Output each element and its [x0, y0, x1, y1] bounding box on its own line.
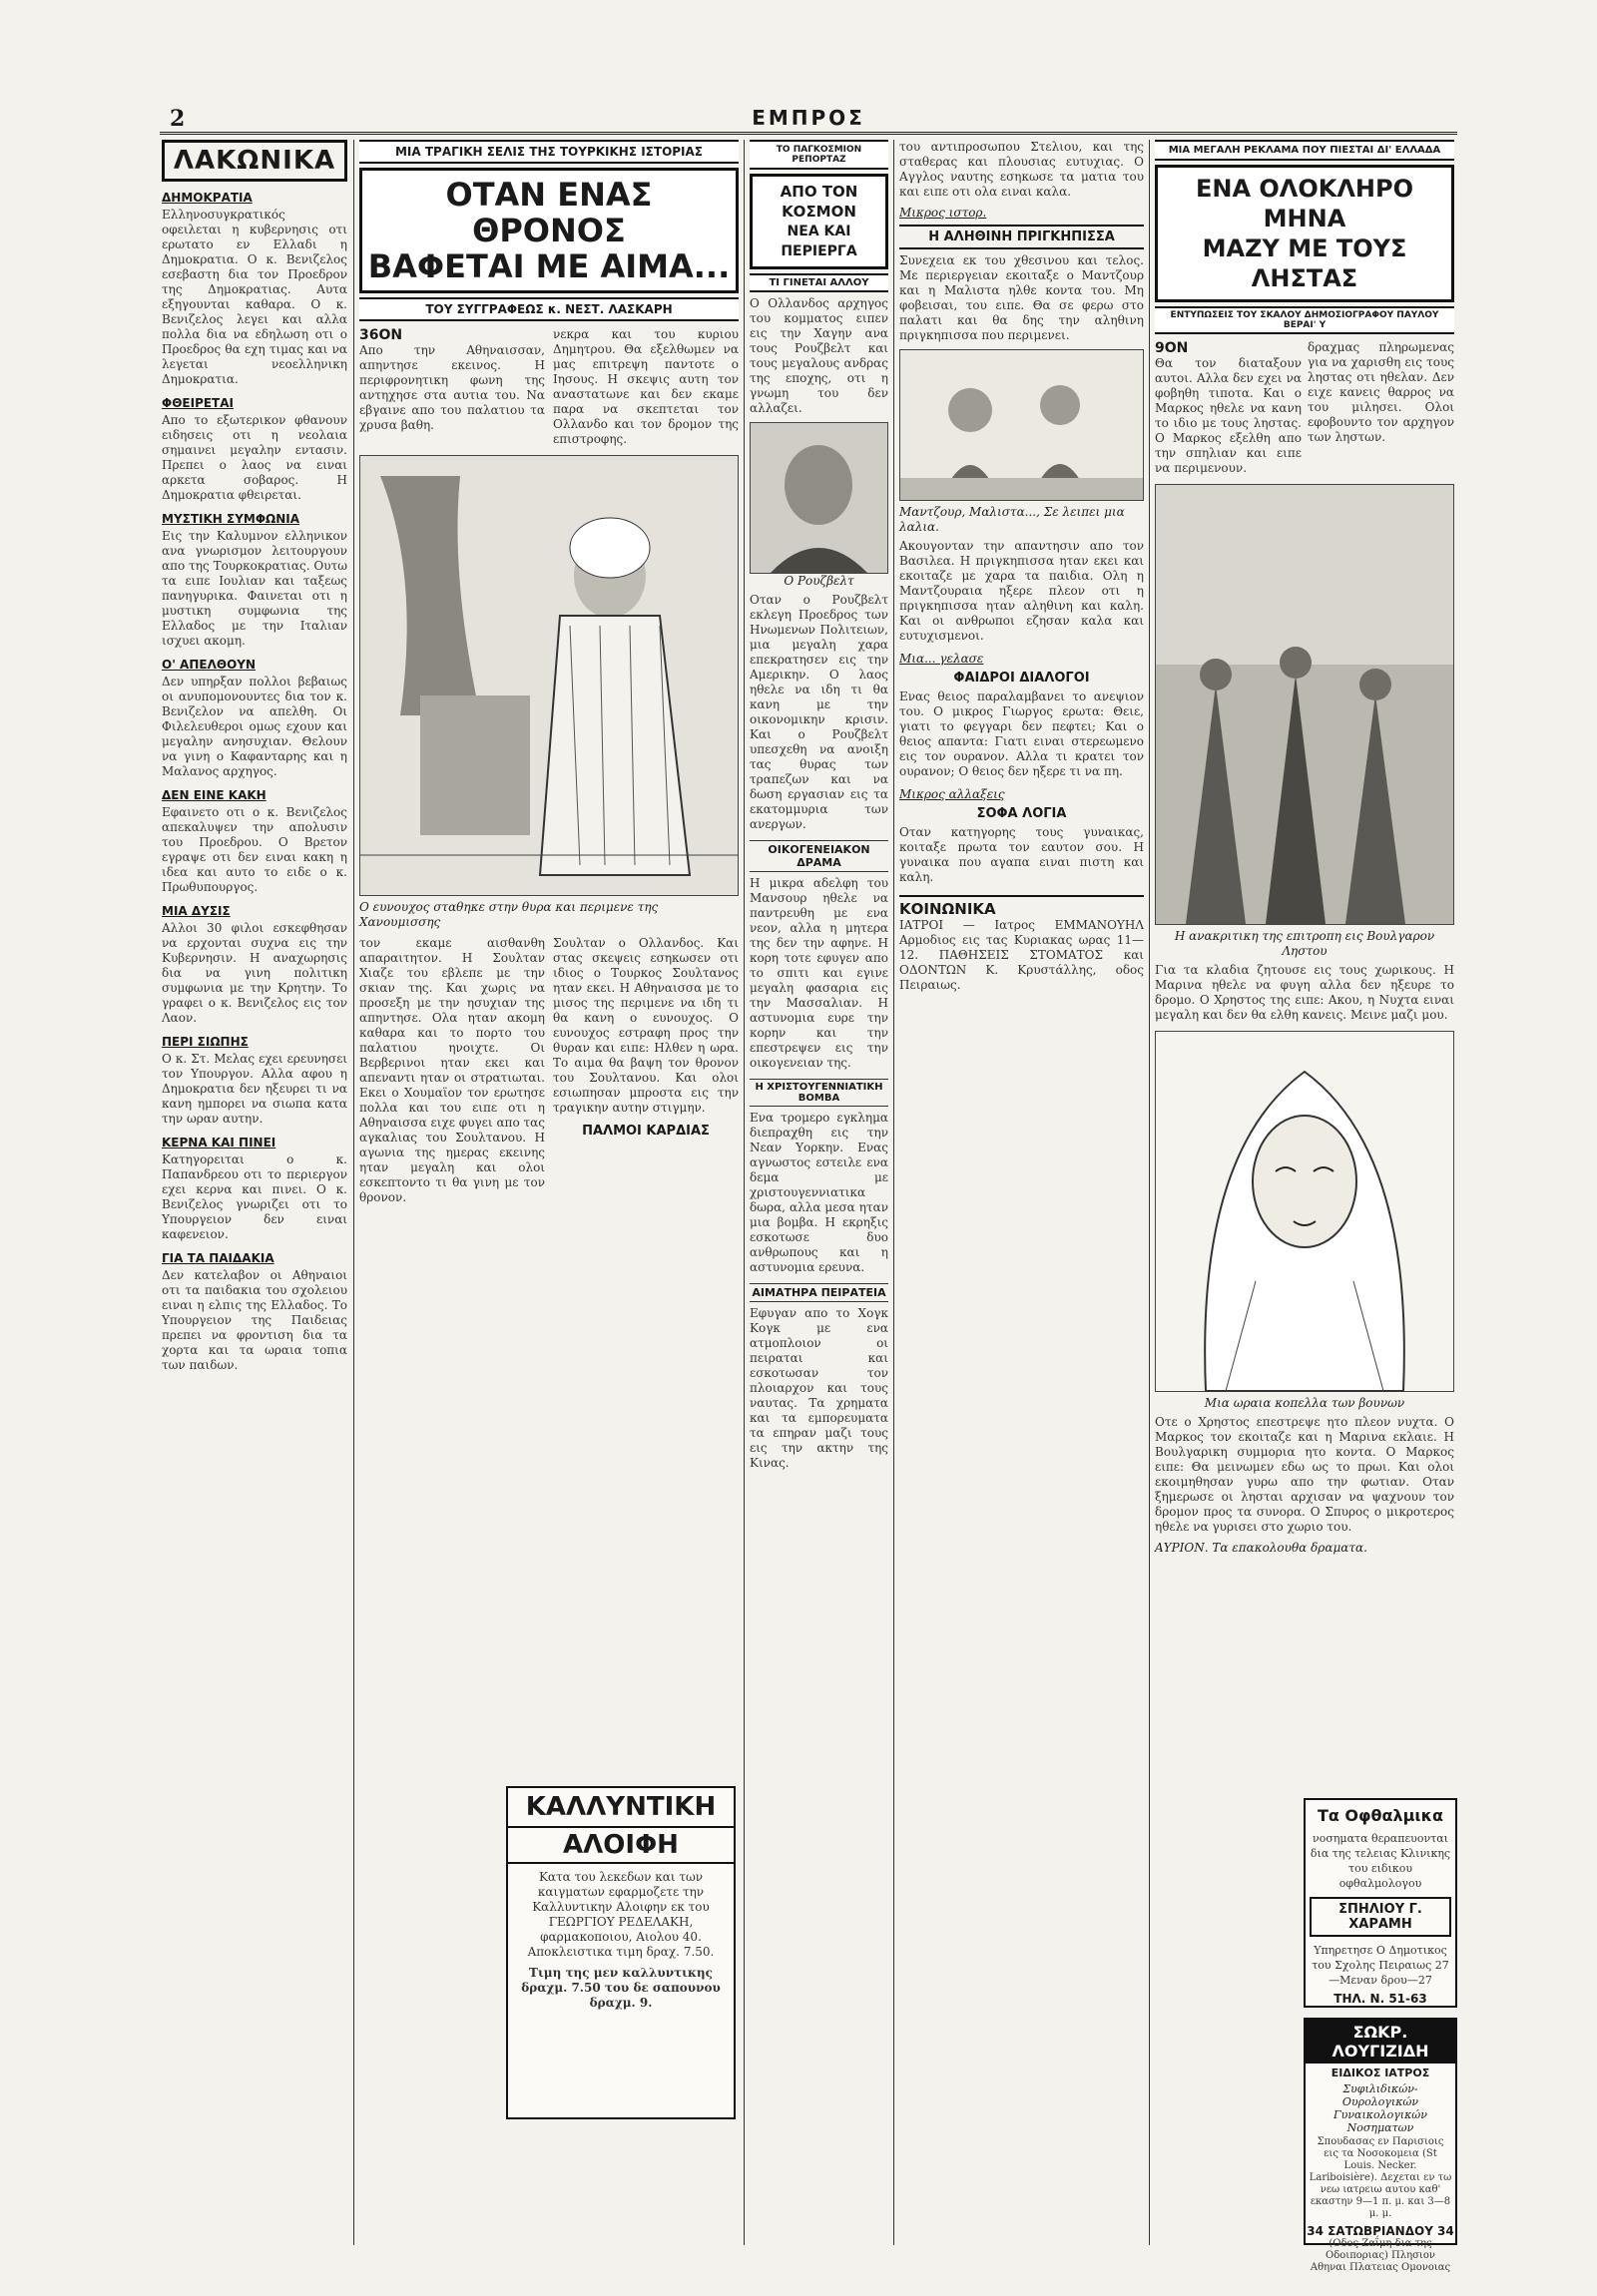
- column-rule: [893, 140, 894, 2245]
- photo-caption: Η ανακριτικη της επιτροπη εις Βουλγαρον Ληστου: [1174, 929, 1435, 958]
- lakonika-item-text: Ελληνοσυγκρατικός οφειλεται η κυβερνησις οτι ερωτατο εν Ελλαδι η Δημοκρατια. Ο κ. Βενιζελος εσεβαστη δια τον Προεδρον της Δημοκρατιας. Αυτα εξηγουνται καθαρα. Ο κ. Βενιζελος λεγει και αλλα πολλα δια να εδηλωση οτι ο Προεδρος θα εχη τιμας και να λεγεται νεοελληνικη Δημοκρατια.: [162, 208, 351, 386]
- lakonika-item-text: Δεν κατελαβον οι Αθηναιοι οτι τα παιδακια του σχολειου ειναι η ελπις της Ελλαδος. Το Υπουργειον της Παιδειας πρεπει να φροντιση δια τα χορτα και τα ωραια τοπια των παιδων.: [162, 1268, 351, 1372]
- story-intro-left: Απο την Αθηναισσαν, απηντησε εκεινος. Η περιφρονητικη φωνη της αντηχησε στα αυτια του. Να εβγαινε απο του παλατιου τα χρυσα βαθη.: [359, 343, 549, 432]
- story-body-right: Σουλταν ο Ολλανδος. Και στας σκεψεις εσηκωσεν οτι ιδιος ο Τουρκος Σουλτανος ηταν εκει. Η Αθηναισσα με το μισος της περιμενε να ιδη τι θα κανη ο ευνουχος. Ο ευνουχος εστραφη προς την θυραν και ειπε: Ηλθεν η ωρα. Το αιμα θα βαψη τον θρονον του Σουλτανου. Και ολοι εσιωπησαν μπροστα εις την τραγικην αυτην στιγμην.: [553, 936, 743, 1115]
- lakonika-item-heading: ΚΕΡΝΑ ΚΑΙ ΠΙΝΕΙ: [162, 1136, 276, 1149]
- world-body-a: Οταν ο Ρουζβελτ εκλεγη Προεδρος των Ηνωμενων Πολιτειων, μια μεγαλη χαρα επεκρατησεν εις την Αμερικην. Ο λαος ηθελε να ιδη τι θα κανη με την οικονομικην κρισιν. Και ο Ρουζβελτ υπεσχεθη να ανοιξη τας θυρας των τραπεζων και να δωση εργασιαν εις τα εκατομμυρια των ανεργων.: [750, 593, 892, 831]
- story-kicker: ΤΟ ΠΑΓΚΟΣΜΙΟΝ ΡΕΠΟΡΤΑΖ: [750, 140, 888, 170]
- illustration-caption: Ο ευνουχος σταθηκε στην θυρα και περιμενε της Χανουμισσης: [359, 900, 659, 929]
- world-body-c: Ενα τρομερο εγκλημα διεπραχθη εις την Νεαν Υορκην. Ενας αγνωστος εστειλε ενα δεμα με χριστουγεννιατικα δωρα, αλλα μεσα ηταν μια βομβα. Η εκρηξις εσκοτωσε δυο ανθρωπους και η αστυνομια ερευνα.: [750, 1111, 892, 1274]
- column-rule: [1149, 140, 1150, 2245]
- column-rule: [353, 140, 354, 2245]
- subhead-wise-words: ΣΟΦΑ ΛΟΓΙΑ: [976, 806, 1067, 821]
- portrait-caption: Ο Ρουζβελτ: [784, 574, 854, 588]
- lakonika-column: [162, 140, 351, 2245]
- ad-specialty: Συφιλιδικών-Ουρολογικών Γυναικολογικών Νοσηματων: [1333, 2082, 1427, 2134]
- byline: ΕΝΤΥΠΩΣΕΙΣ ΤΟΥ ΣΚΑΛΟΥ ΔΗΜΟΣΙΟΓΡΑΦΟΥ ΠΑΥΛΟΥ ΒΕΡΑΙ' Υ: [1155, 306, 1454, 334]
- ad-address-note: (Οδος Ζαΐμη δια της Οδοιποριας) Πλησιον Αθηναι Πλατειας Ομονοιας: [1310, 2238, 1451, 2273]
- world-body-b: Η μικρα αδελφη του Μανσουρ ηθελε να παντρευθη με ενα νεον, αλλα η μητερα της δεν την αφηνε. Η κορη τοτε εφυγεν απο το σπιτι και εγινε μεγαλη φασαρια εις την Μασσαλιαν. Η αστυνομια ευρε την κορην και την επεστρεψεν εις την οικογενειαν της.: [750, 876, 892, 1070]
- headline-line-1: ΕΝΑ ΟΛΟΚΛΗΡΟ ΜΗΝΑ: [1195, 175, 1414, 232]
- column-rule: [744, 140, 745, 2245]
- eye-clinic-ad: [1304, 1798, 1457, 2008]
- headline-box: [750, 174, 888, 269]
- ad-address: 34 ΣΑΤΩΒΡΙΑΝΔΟΥ 34: [1307, 2224, 1454, 2238]
- headline-line-1: ΑΠΟ ΤΟΝ ΚΟΣΜΟΝ: [780, 183, 858, 221]
- ad-title-1: ΚΑΛΛΥΝΤΙΚΗ: [508, 1788, 734, 1828]
- subhead-dialogues: ΦΑΙΔΡΟΙ ΔΙΑΛΟΓΟΙ: [953, 671, 1090, 686]
- newspaper-title: ΕΜΠΡΟΣ: [752, 106, 865, 130]
- page-number: 2: [170, 106, 186, 132]
- lakonika-item-heading: ΔΗΜΟΚΡΑΤΙΑ: [162, 191, 253, 205]
- ad-footer: Τιμη της μεν καλλυντικης δραχμ. 7.50 του δε σαπουνου δραχμ. 9.: [521, 1966, 725, 2010]
- ad-address: Υπηρετησε Ο Δημοτικος του Σχολης Πειραιως 27—Μεναν δρου—27: [1312, 1944, 1451, 1987]
- lakonika-item-text: Αλλοι 30 φιλοι εσκεφθησαν να ερχονται συχνα εις την Κυβερνησιν. Η αναχωρησις δια να γινη πολιτικη συμφωνια με την Κρητην. Το γραφει ο κ. Βενιζελος εις τον Λαον.: [162, 921, 351, 1025]
- episode-number: 9ΟΝ: [1155, 340, 1189, 356]
- lakonika-item-text: Ο κ. Στ. Μελας εχει ερευνησει τον Υπουργον. Αλλα αφου η Δημοκρατια δεν ηξευρει τι να κανη ημπορει να σιωπα κατα την ωραν αυτην.: [162, 1052, 351, 1126]
- byline: ΤΙ ΓΙΝΕΤΑΙ ΑΛΛΟΥ: [750, 273, 888, 292]
- ad-doctor-name: ΣΩΚΡ. ΛΟΥΓΙΖΙΔΗ: [1306, 2020, 1455, 2064]
- byline: ΤΟΥ ΣΥΓΓΡΑΦΕΩΣ κ. ΝΕΣΤ. ΛΑΣΚΑΡΗ: [359, 297, 739, 321]
- lakonika-item-heading: ΔΕΝ ΕΙΝΕ ΚΑΚΗ: [162, 788, 266, 802]
- ad-doctor-title: ΕΙΔΙΚΟΣ ΙΑΤΡΟΣ: [1331, 2066, 1430, 2079]
- headline-line-1: ΟΤΑΝ ΕΝΑΣ ΘΡΟΝΟΣ: [445, 176, 653, 249]
- headline-line-2: ΒΑΦΕΤΑΙ ΜΕ ΑΙΜΑ...: [367, 247, 731, 285]
- stories-column: [899, 140, 1148, 2245]
- lakonika-item-heading: ΜΙΑ ΔΥΣΙΣ: [162, 904, 231, 918]
- headline-box: [1155, 165, 1454, 302]
- illustration-caption: Μια ωραια κοπελλα των βουνων: [1204, 1396, 1405, 1410]
- roosevelt-portrait: [750, 422, 888, 574]
- doctor-ad: [1304, 2018, 1457, 2273]
- subhead-piracy: ΑΙΜΑΤΗΡΑ ΠΕΙΡΑΤΕΙΑ: [750, 1283, 888, 1302]
- princess-body-a: Συνεχεια εκ του χθεσινου και τελος. Με περιεργειαν εκοιταξε ο Μαντζουρ και η Μαλιστα ηλθε κοντα του. Μη φοβεισαι, του ειπε. Θα σε φερω στο παλατι και θα δης την αληθινη πριγκηπισσα που περιμενει.: [899, 253, 1148, 342]
- lakonika-item-heading: ΠΕΡΙ ΣΙΩΠΗΣ: [162, 1035, 249, 1049]
- story-title-princess: Η ΑΛΗΘΙΝΗ ΠΡΙΓΚΗΠΙΣΣΑ: [899, 225, 1144, 249]
- lakonika-item-text: Εφαινετο οτι ο κ. Βενιζελος απεκαλυψεν την απολυσιν του Προεδρου. Ο Βρετον εγραψε οτι δεν ειναι κακη η ιδεα και αυτο το ειδε ο κ. Πρωθυπουργος.: [162, 805, 351, 894]
- ad-body: Σπουδασας εν Παρισιοις εις τα Νοσοκομεια (St Louis. Necker. Lariboisière). Δεχεται εν τω νεω ιατρειω αυτου καθ' εκαστην 9—1 π. μ. και 3—8 μ. μ.: [1309, 2136, 1455, 2219]
- world-intro: Ο Ολλανδος αρχηγος του κομματος ειπεν εις την Χαγην ανα τους Ρουζβελτ και τους μεγαλους ανδρας της εποχης, οτι η γνωμη του δεν αλλαζει.: [750, 296, 892, 415]
- bandits-body-a: Για τα κλαδια ζητουσε εις τους χωρικους. Η Μαρινα ηθελε να φυγη αλλα δεν ηξευρε το δρομο. Ο Χρηστος της ειπε: Ακου, η Νυχτα ειναι μεγαλη και δεν θα ελθη κανεις. Μεινε μαζι μου.: [1155, 963, 1458, 1022]
- lakonika-item-text: Δεν υπηρξαν πολλοι βεβαιως οι ανυπομονουντες δια τον κ. Βενιζελον να απελθη. Οι Φιλελευθεροι ομως εχουν και μεγαλην ανησυχιαν. Θελουν να γινη ο Καφανταρης και η Μαλανος αρχηγος.: [162, 675, 351, 778]
- continued-tomorrow: ΑΥΡΙΟΝ. Τα επακολουθα δραματα.: [1155, 1541, 1367, 1555]
- princess-body-b: Ακουγονταν την απαντησιν απο τον Βασιλεα. Η πριγκηπισσα ηταν εκει και εκοιταζε με χαρα τα παιδια. Ολη η Μαντζουραια ηξερε πλεον οτι η πριγκηπισσα ηταν αληθινη και καλη. Και οι ανθρωποι εζησαν καλα και ευτυχισμενοι.: [899, 539, 1148, 643]
- lakonika-item-heading: Ο' ΑΠΕΛΘΟΥΝ: [162, 658, 257, 672]
- column-intro: του αντιπροσωπου Στελιου, και της σταθερας και πλουσιας ευτυχιας. Ο Αγγλος ναυτης εσηκωσε τα ματια του και ειπε οτι ολα ειναι καλα.: [899, 140, 1148, 199]
- wise-words-body: Οταν κατηγορης τους γυναικας, κοιταξε πρωτα τον εαυτον σου. Η γυναικα που αγαπα ειναι πιστη και καλη.: [899, 825, 1148, 884]
- section-label: Μικρος ιστορ.: [899, 206, 987, 220]
- section-label: Μια... γελασε: [899, 652, 984, 666]
- story-intro-right: νεκρα και του κυριου Δημητρου. Θα εξελθωμεν να μας επιτρεψη παντοτε ο Ιησους. Η σκεψις αυτη τον αναστατωνε και δεν εκαμε παρα να σκεπτεται τον Ολλανδο και τον δρομον της επιστροφης.: [553, 327, 743, 446]
- ad-title-2: ΑΛΟΙΦΗ: [508, 1828, 734, 1864]
- headline-box: [359, 168, 739, 293]
- lakonika-item-text: Κατηγορειται ο κ. Παπανδρεου οτι το περιεργον εχει κερνα και πινει. Ο κ. Βενιζελος γνωριζει οτι το Υπουργειον δεν ειναι καφενειον.: [162, 1152, 351, 1241]
- story-kicker: ΜΙΑ ΜΕΓΑΛΗ ΡΕΚΛΑΜΑ ΠΟΥ ΠΙΕΣΤΑΙ ΔΙ' ΕΛΛΑΔΑ: [1155, 140, 1454, 161]
- dialogues-body: Ενας θειος παραλαμβανει το ανεψιον του. Ο μικρος Γιωργος ερωτα: Θειε, γιατι το φεγγαρι δεν πεφτει; Και ο θειος απαντα: Γιατι ειναι στερεωμενο εις τον ουρανον. Αλλα τι κρατει τον ουρανον; Ο θειος δεν ηξερε τι να πη.: [899, 689, 1148, 778]
- ad-phone: ΤΗΛ. Ν. 51-63: [1333, 1992, 1427, 2006]
- subhead-heartbeats: ΠΑΛΜΟΙ ΚΑΡΔΙΑΣ: [582, 1124, 710, 1139]
- eunuch-illustration: [359, 455, 739, 896]
- lakonika-item-text: Εις την Καλυμνον ελληνικον ανα γνωρισμον λειτουργουν απο της Τουρκοκρατιας. Ουτω τα ειπε Ιουλιαν και ταξεως πανηγυρικα. Φαινεται οτι η μυστικη συμφωνια της Ελλαδος με την Ιταλιαν ισχυει ακομη.: [162, 529, 351, 648]
- social-body: ΙΑΤΡΟΙ — Ιατρος ΕΜΜΑΝΟΥΗΛ Αρμοδιος εις τας Κυριακας ωρας 11—12. ΠΑΘΗΣΕΙΣ ΣΤΟΜΑΤΟΣ και ΟΔΟΝΤΩΝ Κ. Κρυστάλλης, οδος Πειραιως.: [899, 918, 1148, 992]
- ad-heading: Τα Οφθαλμικα: [1317, 1806, 1444, 1825]
- masthead: [160, 104, 1457, 135]
- lakonika-item-heading: ΓΙΑ ΤΑ ΠΑΙΔΑΚΙΑ: [162, 1251, 274, 1265]
- world-body-d: Εφυγαν απο το Χογκ Κογκ με ενα ατμοπλοιον οι πειραται και εσκοτωσαν τον πλοιαρχον και τους ναυτας. Τα χρηματα και τα εμπορευματα τα επηραν μαζι τους εις την ακτην της Κινας.: [750, 1306, 892, 1470]
- bandits-photo: [1155, 484, 1454, 925]
- bandits-intro-left: Θα τον διαταξουν αυτοι. Αλλα δεν εχει να φοβηθη τιποτα. Και ο Μαρκος ηθελε να κανη το ιδιο με τους ληστας. Ο Μαρκος εξελθη απο την σπηλιαν και ειπε να περιμενουν.: [1155, 356, 1306, 475]
- lakonika-item-heading: ΦΘΕΙΡΕΤΑΙ: [162, 396, 234, 410]
- lakonika-item-text: Απο το εξωτερικον φθανουν ειδησεις οτι η νεολαια σημαινει μεγαλην εντασιν. Πρεπει ο λαος να ειναι αρκετα σοβαρος. Η Δημοκρατια φθειρεται.: [162, 413, 351, 502]
- headline-line-2: ΝΕΑ ΚΑΙ ΠΕΡΙΕΡΓΑ: [781, 224, 857, 259]
- ad-body: Κατα του λεκεδων και των καιγματων εφαρμοζετε την Καλλυντικην Αλοιφην εκ του ΓΕΩΡΓΙΟΥ ΡΕΔΕΛΑΚΗ, φαρμακοποιου, Αιολου 40. Αποκλειστικα τιμη δραχ. 7.50.: [527, 1870, 715, 1959]
- story-body-left: τον εκαμε αισθανθη απαραιτητον. Η Σουλταν Χιαζε του εβλεπε με την σκιαν της. Και χωρις να προσεξη με την ησυχιαν της απηντησε. Ολα ηταν ακομη καθαρα και το πορτο του παλατιου ηνοιχτε. Οι Βερβερινοι ηταν εκει και απεναντι ηταν οι στρατιωται. Εκει ο Χουμαϊον τον ερωτησε πολλα και του ειπε οτι η Αθηναισσα ειχε φυγει απο τας αγκαλιας του Σουλτανου. Η αγωνια της ημερας εκεινης ηταν μεγαλη και ολοι εσκεπτοντο τι θα γινη με τον θρονον.: [359, 936, 549, 1204]
- subhead-family-drama: ΟΙΚΟΓΕΝΕΙΑΚΟΝ ΔΡΑΜΑ: [750, 840, 888, 872]
- ad-doctor-name: ΣΠΗΛΙΟΥ Γ. ΧΑΡΑΜΗ: [1310, 1897, 1451, 1937]
- subhead-social: ΚΟΙΝΩΝΙΚΑ: [899, 895, 1144, 918]
- headline-line-2: ΜΑΖΥ ΜΕ ΤΟΥΣ ΛΗΣΤΑΣ: [1202, 234, 1407, 292]
- cosmetic-ointment-ad: [506, 1786, 736, 2119]
- subhead-christmas-bomb: Η ΧΡΙΣΤΟΥΓΕΝΝΙΑΤΙΚΗ ΒΟΜΒΑ: [750, 1079, 888, 1107]
- lakonika-item-heading: ΜΥΣΤΙΚΗ ΣΥΜΦΩΝΙΑ: [162, 512, 300, 526]
- ad-body: νοσηματα θεραπευονται δια της τελειας Κλινικης του ειδικου οφθαλμολογου: [1310, 1832, 1454, 1890]
- bandits-intro-right: δραχμας πληρωμενας για να χαρισθη εις τους ληστας οτι ηθελαν. Δεν ειχε κανεις θαρρος να του μιλησει. Ολοι εφοβουντο τον αρχηγον των ληστων.: [1308, 340, 1458, 444]
- bandits-body-b: Οτε ο Χρηστος επεστρεψε ητο πλεον νυχτα. Ο Μαρκος τον εκοιταζε και η Μαρινα εκλαιε. Η Βουλγαρικη συμμορια ητο κοντα. Ο Μαρκος ειπε: Θα μεινωμεν εδω ως το πρωι. Και ολοι εκοιμηθησαν γυρω απο την φωτιαν. Οταν ξημερωσε οι λησται αρχισαν να ψαχνουν τον δρομον προς τα συνορα. Ο Σπυρος ο μικροτερος ηθελε να γυρισει στο χωριο του.: [1155, 1415, 1458, 1534]
- children-illustration: [899, 349, 1144, 501]
- story-kicker: ΜΙΑ ΤΡΑΓΙΚΗ ΣΕΛΙΣ ΤΗΣ ΤΟΥΡΚΙΚΗΣ ΙΣΤΟΡΙΑΣ: [359, 140, 739, 164]
- mountain-girl-illustration: [1155, 1031, 1454, 1392]
- children-caption: Μαντζουρ, Μαλιστα..., Σε λειπει μια λαλια.: [899, 505, 1125, 534]
- episode-number: 36ΟΝ: [359, 327, 403, 343]
- section-label: Μικρος αλλαξεις: [899, 787, 1005, 801]
- world-news-column: [750, 140, 892, 2245]
- column-title: ΛΑΚΩΝΙΚΑ: [162, 140, 347, 182]
